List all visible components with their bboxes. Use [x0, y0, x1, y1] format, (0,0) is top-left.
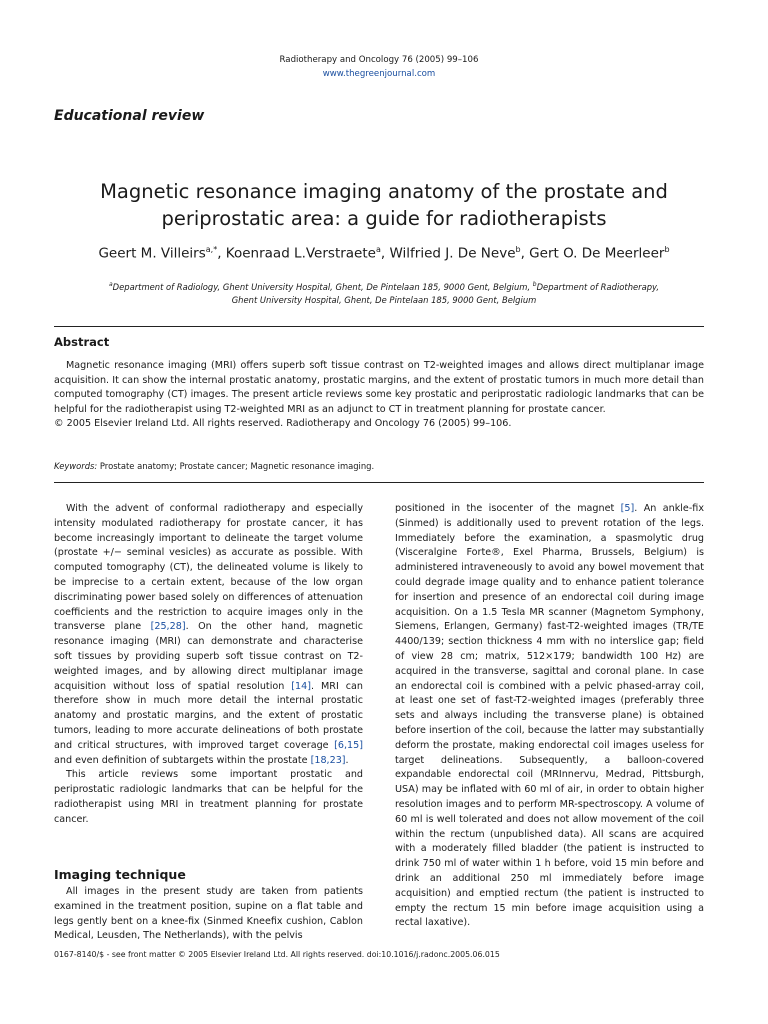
journal-citation: Radiotherapy and Oncology 76 (2005) 99–106: [279, 55, 479, 65]
affiliation-line-1: $^a$Department of Radiology, Ghent University Hospital, Ghent, De Pintelaan 185, 9000 Gent, Belgium, $^b$Department of Radiotherapy,: [108, 281, 660, 292]
body-paragraph: With the advent of conformal radiotherapy and especially intensity modulated radiotherapy for prostate cancer, it has become increasingly important to delineate the target volume (prostate +/− seminal vesicles) as accurate as possible. With computed tomography (CT), the delineated volume is likely to be imprecise to a certain extent, because of the low organ discriminating power based solely on differences of attenuation coefficients and the restriction to acquire images only in the transverse plane [25,28]. On the other hand, magnetic resonance imaging (MRI) can demonstrate and characterise soft tissues by providing superb soft tissue contrast on T2-weighted images, and by allowing direct multiplanar image acquisition without loss of spatial resolution [14]. MRI can therefore show in much more detail the internal prostatic anatomy and prostatic margins, and the extent of prostatic tumors, leading to more accurate delineations of both prostate and critical structures, with improved target coverage [6,15] and even definition of subtargets within the prostate [18,23].: [54, 503, 363, 766]
author-list: Geert M. Villeirs$^{a,*}$, Koenraad L.Verstraete$^a$, Wilfried J. De Neve$^b$, Gert O. De Meerleer$^b$: [98, 245, 670, 262]
keywords: [54, 461, 374, 471]
divider-bottom: [54, 482, 704, 483]
article-title: [60, 178, 708, 232]
keywords-text: Prostate anatomy; Prostate cancer; Magnetic resonance imaging.: [99, 461, 375, 471]
journal-header: [0, 53, 758, 81]
author-name: Gert O. De Meerleer: [529, 245, 665, 262]
section-heading-imaging: Imaging technique: [54, 867, 186, 882]
citation-link[interactable]: [18,23]: [310, 754, 346, 766]
author-name: Koenraad L.Verstraete: [225, 245, 376, 262]
body-paragraph: positioned in the isocenter of the magnet [5]. An ankle-fix (Sinmed) is additionally used to prevent rotation of the legs. Immediately before the examination, a spasmolytic drug (Visceralgine Forte®, Exel Pharma, Brussels, Belgium) is administered intraveneously to avoid any bowel movement that could degrade image quality and to enhance patient tolerance for insertion and presence of an endorectal coil during image acquisition. On a 1.5 Tesla MR scanner (Magnetom Symphony, Siemens, Erlangen, Germany) fast-T2-weighted images (TR/TE 4400/139; section thickness 4 mm with no interslice gap; field of view 28 cm; matrix, 512×179; bandwidth 100 Hz) are acquired in the transverse, sagittal and coronal plane. In case an endorectal coil is combined with a pelvic phased-array coil, at least one set of fast-T2-weighted images (preferably three sets and always including the transverse plane) is obtained before insertion of the coil, because the latter may substantially deform the prostate, making endorectal coil images useless for target delineations. Subsequently, a balloon-covered expandable endorectal coil (MRInnervu, Medrad, Pittsburgh, USA) may be inflated with 60 ml of air, in order to obtain higher resolution images and to perform MR-spectroscopy. A volume of 60 ml is well tolerated and does not allow movement of the coil within the rectum (unpublished data). All scans are acquired with a moderately filled bladder (the patient is instructed to drink 750 ml of water within 1 h before, void 15 min before and drink an additional 250 ml immediately before image acquisition) and emptied rectum (the patient is instructed to empty the rectum 15 min before image acquisition using a rectal laxative).: [395, 503, 705, 929]
author-name: Geert M. Villeirs: [98, 245, 206, 262]
author-affiliation-sup: b: [664, 245, 670, 254]
abstract-copyright: © 2005 Elsevier Ireland Ltd. All rights reserved. Radiotherapy and Oncology 76 (2005) 99–106.: [54, 418, 512, 429]
body-paragraph: All images in the present study are taken from patients examined in the treatment position, supine on a flat table and legs gently bent on a knee-fix (Sinmed Kneefix cushion, Cablon Medical, Leusden, The Netherlands), with the pelvis: [54, 886, 363, 942]
affiliation-line-2: Ghent University Hospital, Ghent, De Pintelaan 185, 9000 Gent, Belgium: [231, 294, 537, 305]
author-name: Wilfried J. De Neve: [389, 245, 516, 262]
citation-link[interactable]: [5]: [620, 503, 635, 514]
body-column-right: [395, 502, 704, 931]
title-line-1: Magnetic resonance imaging anatomy of the prostate and: [100, 180, 668, 203]
keywords-label: Keywords:: [54, 461, 98, 471]
body-column-left-continued: [54, 885, 363, 944]
citation-link[interactable]: [25,28]: [150, 621, 186, 633]
citation-link[interactable]: [6,15]: [334, 739, 363, 751]
title-line-2: periprostatic area: a guide for radiotherapists: [161, 207, 607, 230]
divider-top: [54, 326, 704, 327]
author-affiliation-sup: a: [375, 245, 381, 254]
author-affiliation-sup: b: [515, 245, 521, 254]
section-label: Educational review: [54, 108, 205, 124]
abstract-text: Magnetic resonance imaging (MRI) offers superb soft tissue contrast on T2-weighted images and allows direct multiplanar image acquisition. It can show the internal prostatic anatomy, prostatic margins, and the extent of prostatic tumors in much more detail than computed tomography (CT) images. The present article reviews some key prostatic and periprostatic radiologic landmarks that can be helpful for the radiotherapist using T2-weighted MRI as an adjunct to CT in treatment planning for prostate cancer.: [54, 360, 704, 415]
author-affiliation-sup: a,*: [205, 245, 218, 254]
body-column-left: [54, 502, 363, 828]
page-footer: 0167-8140/$ - see front matter © 2005 Elsevier Ireland Ltd. All rights reserved. doi:10.1016/j.radonc.2005.06.015: [54, 950, 500, 959]
citation-link[interactable]: [14]: [291, 680, 311, 692]
abstract-body: [54, 359, 704, 432]
affiliations: [40, 278, 728, 307]
body-paragraph: This article reviews some important prostatic and periprostatic radiologic landmarks that can be helpful for the radiotherapist using MRI in treatment planning for prostate cancer.: [54, 769, 363, 825]
abstract-heading: Abstract: [54, 335, 110, 349]
journal-url-link[interactable]: www.thegreenjournal.com: [322, 69, 436, 79]
